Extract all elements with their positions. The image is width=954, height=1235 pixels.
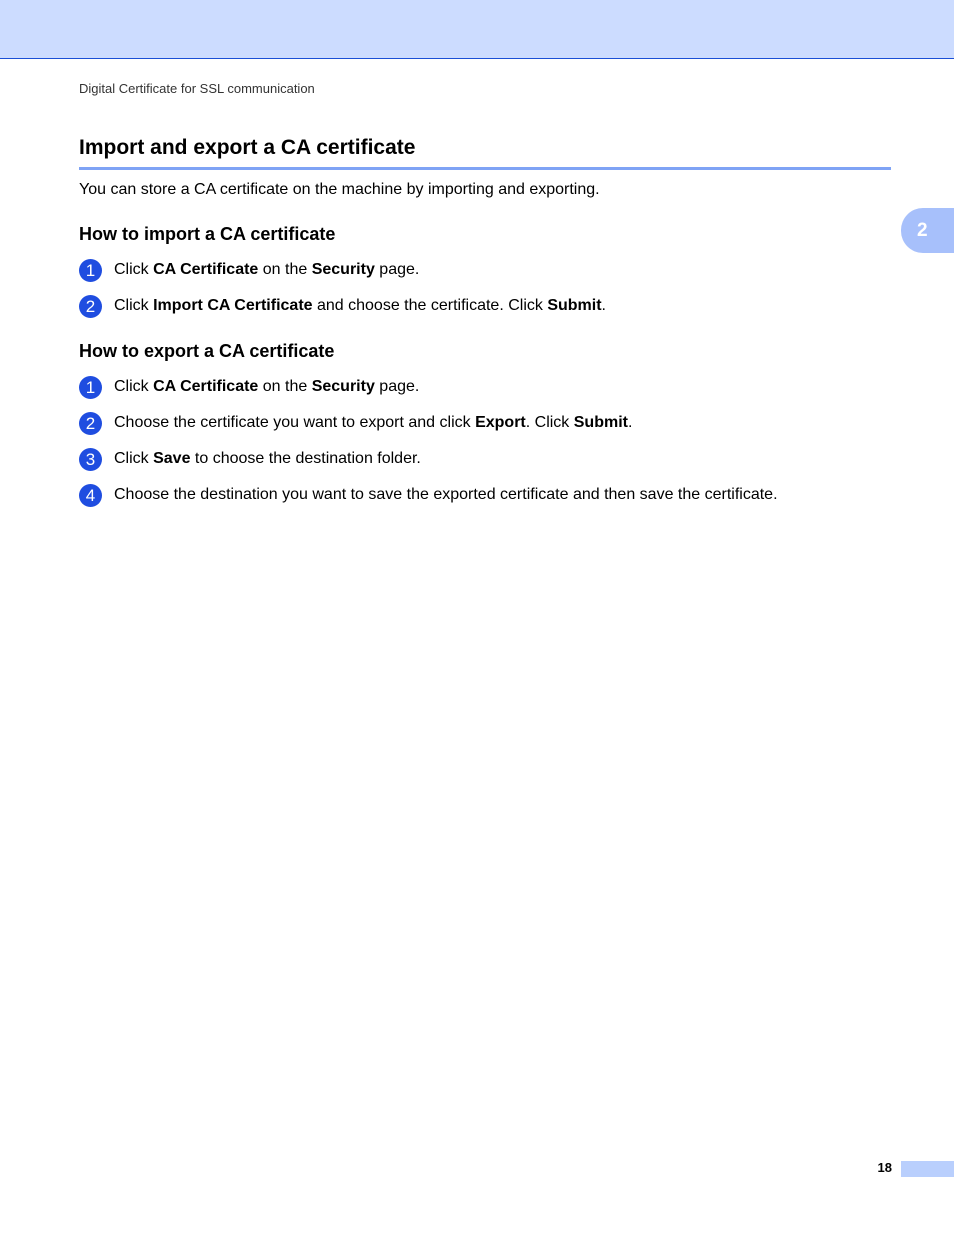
export-heading: How to export a CA certificate [79,341,335,361]
export-step-1 [79,375,419,399]
step-text: Click CA Certificate on the Security page. [114,261,420,278]
step-number-icon: 1 [79,259,102,282]
import-step-2 [79,294,606,318]
import-step-1 [79,258,419,282]
export-step-2 [79,411,632,435]
step-number-icon: 1 [79,376,102,399]
chapter-tab: 2 [901,208,954,253]
page-number: 18 [877,1160,892,1175]
page-number-bar [901,1161,954,1177]
export-step-4 [79,483,778,507]
step-number-icon: 2 [79,295,102,318]
page-title: Import and export a CA certificate [79,135,891,170]
step-number-icon: 2 [79,412,102,435]
step-text: Choose the certificate you want to export and click Export. Click Submit. [114,414,633,431]
step-text: Click CA Certificate on the Security page. [114,378,420,395]
export-step-3 [79,447,421,471]
import-heading: How to import a CA certificate [79,224,336,244]
step-number-icon: 4 [79,484,102,507]
intro-paragraph: You can store a CA certificate on the machine by importing and exporting. [79,181,600,198]
step-text: Choose the destination you want to save the exported certificate and then save the certificate. [114,486,778,503]
step-text: Click Save to choose the destination folder. [114,450,421,467]
step-number-icon: 3 [79,448,102,471]
top-band [0,0,954,59]
step-text: Click Import CA Certificate and choose the certificate. Click Submit. [114,297,606,314]
running-header: Digital Certificate for SSL communication [79,81,315,96]
